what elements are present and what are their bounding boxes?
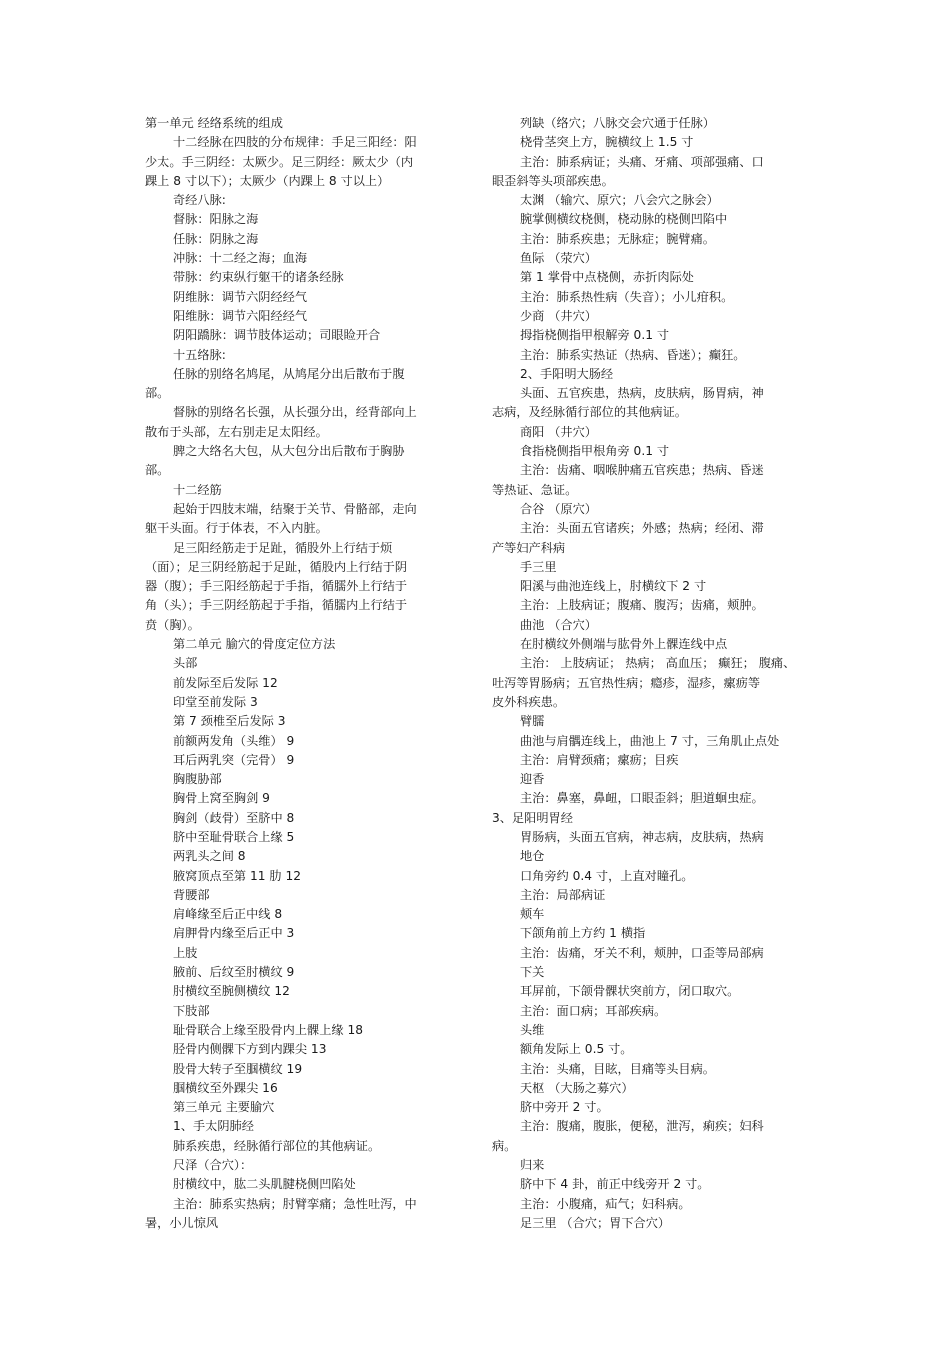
left-column-text-line: 阴维脉：调节六阴经经气 xyxy=(173,289,308,304)
right-column-text-line: 产等妇产科病 xyxy=(492,540,566,555)
right-column-text-line: 2、手阳明大肠经 xyxy=(520,366,614,381)
left-column-text-line: 主治：肺系实热病；肘臂挛痛；急性吐泻，中 xyxy=(173,1196,417,1211)
left-column-text-line: 带脉：约束纵行躯干的诸条经脉 xyxy=(173,270,344,285)
left-column-text-line: 第三单元 主要腧穴 xyxy=(173,1100,275,1115)
left-column-text-line: 阳维脉：调节六阳经经气 xyxy=(173,308,308,323)
left-column-text-line: 肺系疾患，经脉循行部位的其他病证。 xyxy=(173,1138,381,1153)
right-column-text-line: 主治： 上肢病证； 热病； 高血压； 癫狂； 腹痛、 xyxy=(520,656,796,671)
right-column-text-line: 主治：头面五官诸疾；外感；热病；经闭、滞 xyxy=(520,521,764,536)
right-column-text-line: 口角旁约 0.4 寸，上直对瞳孔。 xyxy=(520,868,694,883)
left-column-text-line: 脐中至耻骨联合上缘 5 xyxy=(173,829,295,844)
left-column-text-line: 冲脉：十二经之海；血海 xyxy=(173,251,308,266)
right-column-text-line: 拇指桡侧指甲根解旁 0.1 寸 xyxy=(520,328,670,343)
right-column-text-line: 天枢 （大肠之募穴） xyxy=(520,1080,634,1095)
right-column-text-line: 下颌角前上方约 1 横指 xyxy=(520,926,646,941)
right-column-text-line: 腕掌侧横纹桡侧，桡动脉的桡侧凹陷中 xyxy=(520,212,728,227)
left-column-text-line: 肘横纹至腕侧横纹 12 xyxy=(173,984,290,999)
right-column-text-line: 胃肠病，头面五官病，神志病，皮肤病，热病 xyxy=(520,829,764,844)
right-column-text-line: 主治：肺系热性病（失音）；小儿疳积。 xyxy=(520,289,734,304)
left-column-text-line: 十二经脉在四肢的分布规律：手足三阳经：阳 xyxy=(173,135,417,150)
left-column-text-line: 脾之大络名大包，从大包分出后散布于胸胁 xyxy=(173,444,405,459)
right-column-text-line: 曲池 （合穴） xyxy=(520,617,597,632)
left-column-text-line: 督脉的别络名长强，从长强分出，经背部向上 xyxy=(173,405,417,420)
right-column xyxy=(492,114,802,1233)
left-column-text-line: 部。 xyxy=(145,463,170,478)
left-column-text-line: 十五络脉: xyxy=(173,347,226,362)
left-column-text-line: 任脉：阴脉之海 xyxy=(173,231,259,246)
right-column-text-line: 主治：上肢病证；腹痛、腹泻；齿痛，颊肿。 xyxy=(520,598,764,613)
left-column-text-line: 踝上 8 寸以下）；太厥少（内踝上 8 寸以上） xyxy=(145,173,390,188)
right-column-text-line: 吐泻等胃肠病；五官热性病；瘾疹，湿疹，瘰疬等 xyxy=(492,675,761,690)
left-column-text-line: 腋窝顶点至第 11 肋 12 xyxy=(173,868,301,883)
right-column-text-line: 主治：腹痛，腹胀，便秘，泄泻，痢疾；妇科 xyxy=(520,1119,764,1134)
left-column-text-line: 腘横纹至外踝尖 16 xyxy=(173,1080,278,1095)
right-column-text-line: 桡骨茎突上方，腕横纹上 1.5 寸 xyxy=(520,135,694,150)
left-column-text-line: 起始于四肢末端，结聚于关节、骨骼部，走向 xyxy=(173,501,417,516)
left-column-text-line: 暑，小儿惊风 xyxy=(145,1215,219,1230)
left-column-text-line: 奇经八脉: xyxy=(173,193,226,208)
right-column-text-line: 手三里 xyxy=(520,559,557,574)
left-column-text-line: 前发际至后发际 12 xyxy=(173,675,278,690)
left-column-text-line: 耻骨联合上缘至股骨内上髁上缘 18 xyxy=(173,1022,364,1037)
left-column-text-line: 躯干头面。行于体表，不入内脏。 xyxy=(145,521,328,536)
left-column-text-line: 阴阳蹻脉：调节肢体运动；司眼睑开合 xyxy=(173,328,381,343)
right-column-text-line: 耳屏前，下颌骨髁状突前方，闭口取穴。 xyxy=(520,984,740,999)
right-column-text-line: 主治：肺系疾患；无脉症；腕臂痛。 xyxy=(520,231,715,246)
right-column-text-line: 额角发际上 0.5 寸。 xyxy=(520,1042,633,1057)
left-column-text-line: 肘横纹中，肱二头肌腱桡侧凹陷处 xyxy=(173,1177,356,1192)
left-column-text-line: 腋前、后纹至肘横纹 9 xyxy=(173,965,295,980)
right-column-text-line: 主治：头痛，目眩，目痛等头目病。 xyxy=(520,1061,715,1076)
right-column-text-line: 眼歪斜等头项部疾患。 xyxy=(492,173,614,188)
right-column-text-line: 太渊 （输穴、原穴；八会穴之脉会） xyxy=(520,193,719,208)
right-column-text-line: 合谷 （原穴） xyxy=(520,501,597,516)
left-column-text-line: 尺泽（合穴）： xyxy=(173,1158,253,1173)
right-column-text-line: 主治：肺系实热证（热病、昏迷）；癫狂。 xyxy=(520,347,746,362)
left-column-text-line: 肩胛骨内缘至后正中 3 xyxy=(173,926,295,941)
left-column-text-line: 第一单元 经络系统的组成 xyxy=(145,116,283,130)
right-column-text-line: 归来 xyxy=(520,1158,545,1173)
left-column xyxy=(145,114,437,1233)
left-column-text-line: 贲（胸）。 xyxy=(145,617,200,632)
left-column-text-line: 背腰部 xyxy=(173,887,210,902)
right-column-text-line: 脐中旁开 2 寸。 xyxy=(520,1100,609,1115)
right-column-text-line: 食指桡侧指甲根角旁 0.1 寸 xyxy=(520,444,670,459)
right-column-text-line: 3、足阳明胃经 xyxy=(492,810,573,825)
left-column-text-line: 散布于头部，左右别走足太阳经。 xyxy=(145,424,328,439)
left-column-text-line: 任脉的别络名鸠尾，从鸠尾分出后散布于腹 xyxy=(173,366,405,381)
left-column-text-line: 头部 xyxy=(173,656,198,671)
right-column-text-line: 脐中下 4 卦，前正中线旁开 2 寸。 xyxy=(520,1177,710,1192)
right-column-text-line: 臂臑 xyxy=(520,714,545,729)
right-column-text-line: 阳溪与曲池连线上，肘横纹下 2 寸 xyxy=(520,579,707,594)
right-column-text-line: 主治：齿痛，牙关不利，颊肿，口歪等局部病 xyxy=(520,945,764,960)
left-column-text-line: 股骨大转子至腘横纹 19 xyxy=(173,1061,303,1076)
right-column-text-line: 主治：肩臂颈痛；瘰疬；目疾 xyxy=(520,752,679,767)
right-column-text-line: 皮外科疾患。 xyxy=(492,694,566,709)
left-column-text-line: 足三阳经筋走于足趾，循股外上行结于烦 xyxy=(173,540,393,555)
right-column-text-line: 第 1 掌骨中点桡侧，赤折肉际处 xyxy=(520,270,694,285)
right-column-text-line: 迎香 xyxy=(520,772,545,787)
left-column-text-line: 印堂至前发际 3 xyxy=(173,694,258,709)
left-column-text-line: 第 7 颈椎至后发际 3 xyxy=(173,714,286,729)
left-column-text-line: 督脉：阳脉之海 xyxy=(173,212,259,227)
left-column-text-line: 第二单元 腧穴的骨度定位方法 xyxy=(173,637,336,652)
right-column-text-line: 等热证、急证。 xyxy=(492,482,578,497)
right-column-text-line: 主治：小腹痛，疝气；妇科病。 xyxy=(520,1196,691,1211)
right-column-text-line: 主治：局部病证 xyxy=(520,887,606,902)
left-column-text-line: 上肢 xyxy=(173,945,198,960)
right-column-text-line: 下关 xyxy=(520,965,545,980)
left-column-text-line: 器（腹）；手三阳经筋起于手指，循臑外上行结于 xyxy=(145,579,408,594)
left-column-text-line: 角（头）；手三阴经筋起于手指，循臑内上行结于 xyxy=(145,598,408,613)
right-column-text-line: 地仓 xyxy=(520,849,545,864)
left-column-text-line: 胫骨内侧髁下方到内踝尖 13 xyxy=(173,1042,327,1057)
right-column-text-line: 头维 xyxy=(520,1022,545,1037)
right-column-text-line: 列缺（络穴；八脉交会穴通于任脉） xyxy=(520,116,715,130)
right-column-text-line: 主治：鼻塞，鼻衄，口眼歪斜；胆道蛔虫症。 xyxy=(520,791,764,806)
right-column-text-line: 少商 （井穴） xyxy=(520,308,597,323)
right-column-text-line: 足三里 （合穴；胃下合穴） xyxy=(520,1215,671,1230)
right-column-text-line: 头面、五官疾患，热病，皮肤病，肠胃病，神 xyxy=(520,386,764,401)
left-column-text-line: （面）；足三阴经筋起于足趾，循股内上行结于阴 xyxy=(145,559,408,574)
right-column-text-line: 志病，及经脉循行部位的其他病证。 xyxy=(492,405,687,420)
left-column-text-line: 胸剑（歧骨）至脐中 8 xyxy=(173,810,295,825)
right-column-text-line: 主治：面口病；耳部疾病。 xyxy=(520,1003,667,1018)
left-column-text-line: 1、手太阴肺经 xyxy=(173,1119,254,1134)
right-column-text-line: 病。 xyxy=(492,1138,517,1153)
right-column-text-line: 曲池与肩髃连线上，曲池上 7 寸，三角肌止点处 xyxy=(520,733,780,748)
left-column-text-line: 肩峰缘至后正中线 8 xyxy=(173,907,283,922)
right-column-text-line: 颊车 xyxy=(520,907,545,922)
left-column-text-line: 部。 xyxy=(145,386,170,401)
left-column-text-line: 十二经筋 xyxy=(173,482,222,497)
right-column-text-line: 主治：肺系病证；头痛、牙痛、项部强痛、口 xyxy=(520,154,764,169)
right-column-text-line: 鱼际 （荥穴） xyxy=(520,251,597,266)
left-column-text-line: 少太。手三阴经：太厥少。足三阴经：厥太少（内 xyxy=(145,154,414,169)
left-column-text-line: 胸腹胁部 xyxy=(173,772,222,787)
left-column-text-line: 两乳头之间 8 xyxy=(173,849,246,864)
right-column-text-line: 商阳 （井穴） xyxy=(520,424,597,439)
right-column-text-line: 在肘横纹外侧端与肱骨外上髁连线中点 xyxy=(520,637,728,652)
left-column-text-line: 下肢部 xyxy=(173,1003,210,1018)
right-column-text-line: 主治：齿痛、咽喉肿痛五官疾患；热病、昏迷 xyxy=(520,463,764,478)
left-column-text-line: 前额两发角（头维） 9 xyxy=(173,733,295,748)
left-column-text-line: 胸骨上窝至胸剑 9 xyxy=(173,791,270,806)
left-column-text-line: 耳后两乳突（完骨） 9 xyxy=(173,752,295,767)
